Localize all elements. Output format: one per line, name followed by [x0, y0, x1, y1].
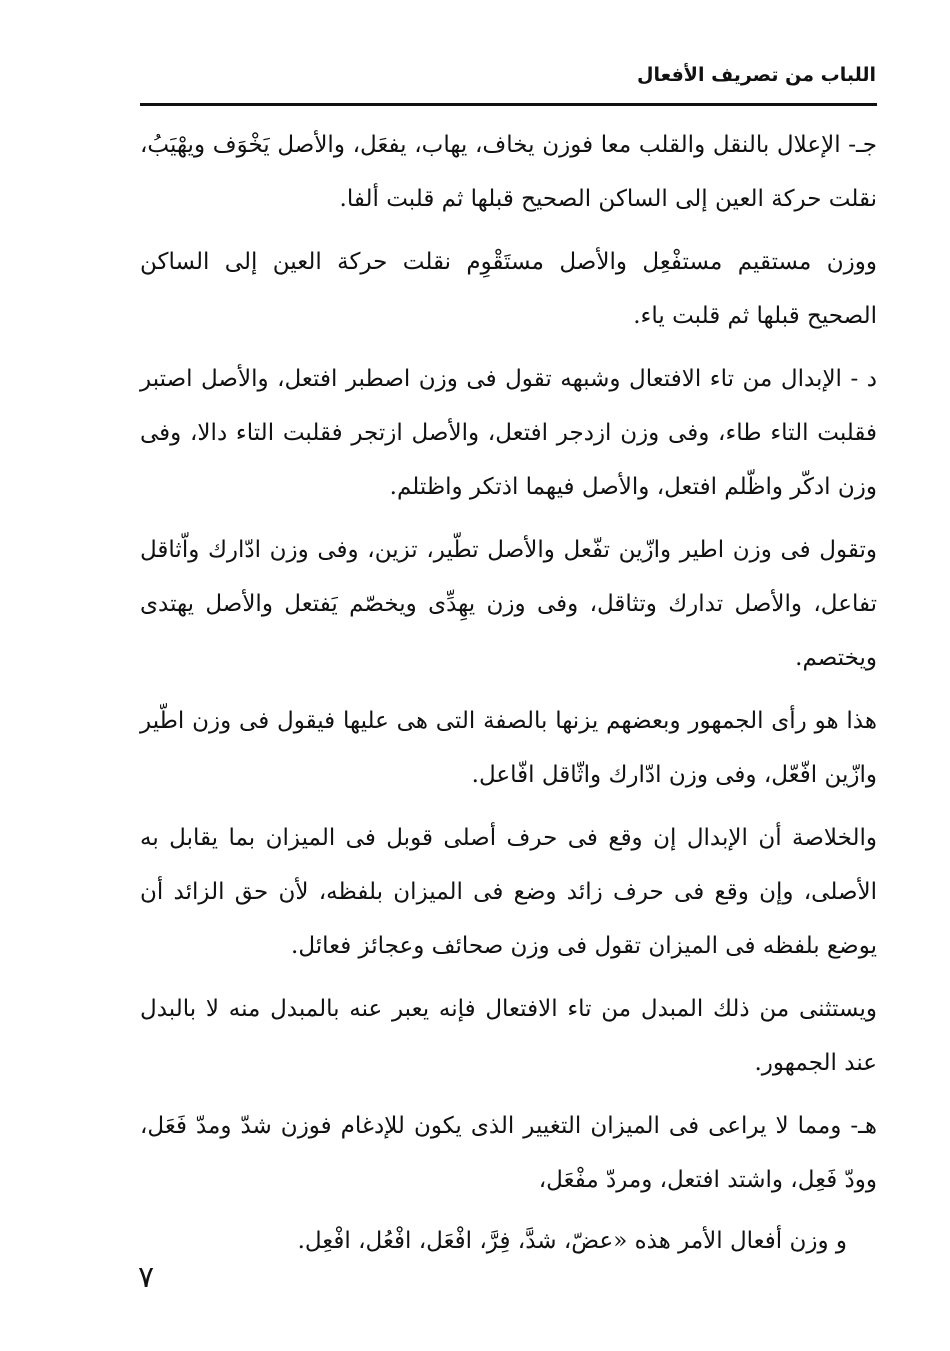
paragraph: ويستثنى من ذلك المبدل من تاء الافتعال فإنه يعبر عنه بالمبدل منه لا بالبدل عند الجمهور.: [140, 996, 877, 1076]
paragraph: و وزن أفعال الأمر هذه «عضّ، شدَّ، فِرَّ، افْعَل، افْعُل، افْعِل.: [297, 1228, 847, 1254]
paragraph: هذا هو رأى الجمهور وبعضهم يزنها بالصفة التى هى عليها فيقول فى وزن اطّير وازّين افّعّل، وفى وزن ادّارك واثّاقل افّاعل.: [140, 708, 877, 788]
paragraph: وتقول فى وزن اطير وازّين تفّعل والأصل تطّير، تزين، وفى وزن ادّارك واّثاقل تفاعل، والأصل تدارك وتثاقل، وفى وزن يهِدِّى ويخصّم يَفتعل والأصل يهتدى ويختصم.: [140, 537, 877, 671]
body-text: [140, 118, 877, 1277]
paragraph: هـ- ومما لا يراعى فى الميزان التغيير الذى يكون للإدغام فوزن شدّ ومدّ فَعَل، وودّ فَعِل، واشتد افتعل، ومردّ مفْعَل،: [140, 1113, 877, 1193]
paragraph: ووزن مستقيم مستفْعِل والأصل مستَقْوِم نقلت حركة العين إلى الساكن الصحيح قبلها ثم قلبت ياء.: [140, 249, 877, 329]
paragraph: والخلاصة أن الإبدال إن وقع فى حرف أصلى قوبل فى الميزان بما يقابل به الأصلى، وإن وقع فى حرف زائد وضع فى الميزان بلفظه، لأن حق الزائد أن يوضع بلفظه فى الميزان تقول فى وزن صحائف وعجائز فعائل.: [140, 825, 877, 959]
paragraph: جـ- الإعلال بالنقل والقلب معا فوزن يخاف، يهاب، يفعَل، والأصل يَخْوَف ويهْيَبُ، نقلت حركة العين إلى الساكن الصحيح قبلها ثم قلبت ألفا.: [140, 132, 877, 212]
header-rule: [140, 103, 877, 106]
page-number: ٧: [138, 1260, 155, 1295]
paragraph: د - الإبدال من تاء الافتعال وشبهه تقول فى وزن اصطبر افتعل، والأصل اصتبر فقلبت التاء طاء، وفى وزن ازدجر افتعل، والأصل ازتجر فقلبت التاء دالا، وفى وزن ادكّر واظّلم افتعل، والأصل فيهما اذتكر واظتلم.: [140, 366, 877, 500]
running-head-title: اللباب من تصريف الأفعال: [637, 64, 876, 86]
